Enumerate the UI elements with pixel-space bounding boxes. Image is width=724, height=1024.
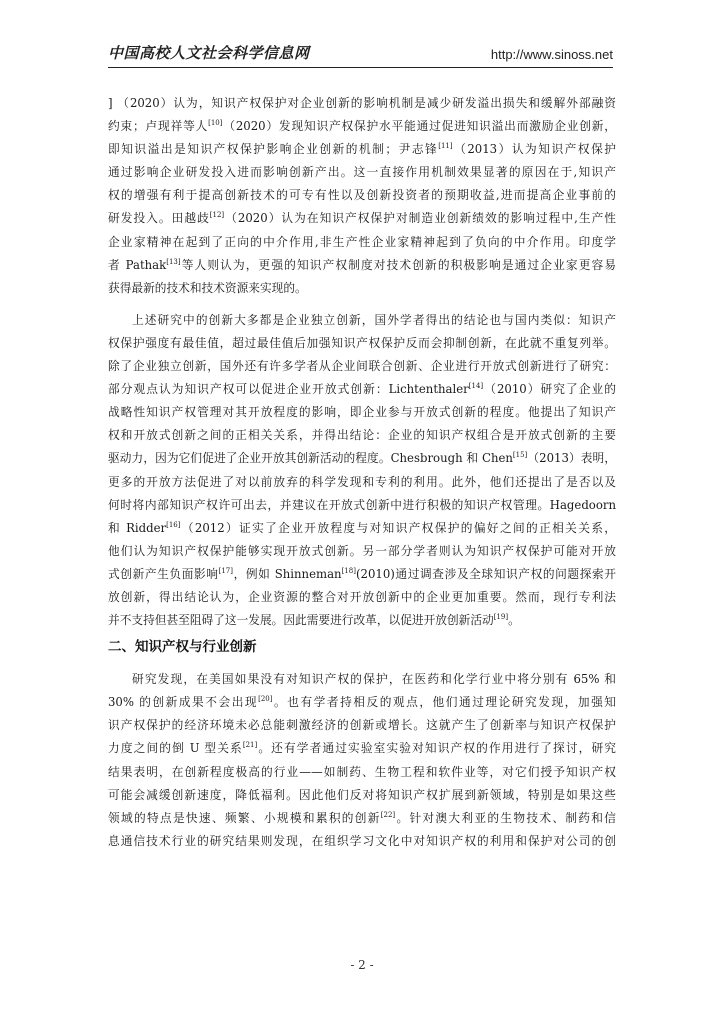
paragraph [108, 668, 616, 853]
text-line: 力度之间的倒 U 型关系[21]。还有学者通过实验室实验对知识产权的作用进行了探讨，研究 [108, 741, 616, 756]
citation-marker: [22] [380, 810, 396, 819]
text-line: 即知识溢出是知识产权保护影响企业创新的机制；尹志锋[11]（2013）认为知识产权保护 [108, 142, 616, 157]
text-line: 研究发现，在美国如果没有对知识产权的保护，在医药和化学行业中将分别有 65% 和 [132, 672, 616, 687]
text-line: 权的增强有利于提高创新技术的可专有性以及创新投资者的预期收益,进而提高企业事前的 [108, 188, 616, 203]
text-line: 式创新产生负面影响[17]，例如 Shinneman[18](2010)通过调查涉及全球知识产权的问题探索开 [108, 566, 616, 581]
text-line: 他们认为知识产权保护能够实现开放式创新。另一部分学者则认为知识产权保护可能对开放 [108, 543, 616, 558]
citation-marker: [13] [166, 257, 181, 266]
text-line: 更多的开放方法促进了对以前放弃的科学发现和专利的利用。此外，他们还提出了是否以及 [108, 474, 616, 489]
header-divider [108, 67, 613, 68]
document-body [108, 92, 616, 853]
citation-marker: [16] [166, 520, 181, 529]
text-line: 何时将内部知识产权许可出去，并建议在开放式创新中进行积极的知识产权管理。Hagedoorn [108, 497, 616, 512]
citation-marker: [15] [512, 451, 528, 460]
citation-marker: [11] [438, 142, 453, 151]
site-url[interactable]: http://www.sinoss.net [490, 47, 613, 62]
paragraph-gap [108, 300, 616, 309]
text-line: 结果表明，在创新程度极高的行业——如制药、生物工程和软件业等，对它们授予知识产权 [108, 764, 616, 779]
citation-marker: [12] [209, 211, 225, 220]
text-line: 息通信技术行业的研究结果则发现，在组织学习文化中对知识产权的利用和保护对公司的创 [108, 833, 616, 848]
citation-marker: [14] [468, 382, 484, 391]
text-line: 战略性知识产权管理对其开放程度的影响，即企业参与开放式创新的程度。他提出了知识产 [108, 405, 616, 420]
text-line: 并不支持但甚至阻碍了这一发展。因此需要进行改革，以促进开放创新活动[19]。 [108, 613, 520, 628]
text-line: 权和开放式创新之间的正相关关系，并得出结论：企业的知识产权组合是开放式创新的主要 [108, 428, 616, 443]
citation-marker: [17] [218, 566, 233, 575]
text-line: 者 Pathak[13]等人则认为，更强的知识产权制度对技术创新的积极影响是通过企业家更容易 [108, 257, 616, 272]
text-line: 获得最新的技术和技术资源来实现的。 [108, 280, 307, 295]
text-line: 研发投入。田越歧[12]（2020）认为在知识产权保护对制造业创新绩效的影响过程中,生产性 [108, 211, 616, 226]
text-line: 放创新，得出结论认为，企业资源的整合对开放创新中的企业更加重要。然而，现行专利法 [108, 589, 616, 604]
paragraph [108, 92, 616, 300]
text-line: 领域的特点是快速、频繁、小规模和累积的创新[22]。针对澳大利亚的生物技术、制药和信 [108, 810, 616, 825]
text-line: 约束；卢现祥等人[10]（2020）发现知识产权保护水平能通过促进知识溢出而激励企业创新， [108, 119, 616, 134]
text-line: 上述研究中的创新大多都是企业独立创新，国外学者得出的结论也与国内类似：知识产 [132, 312, 616, 327]
citation-marker: [10] [208, 119, 223, 128]
page-number: - 2 - [350, 958, 374, 972]
text-line: 识产权保护的经济环境未必总能刺激经济的创新或增长。这就产生了创新率与知识产权保护 [108, 718, 616, 733]
citation-marker: [18] [341, 566, 356, 575]
page-header [108, 40, 613, 66]
site-logo: 中国高校人文社会科学信息网 [108, 44, 310, 62]
citation-marker: [21] [242, 741, 258, 750]
text-line: ] （2020）认为，知识产权保护对企业创新的影响机制是减少研发溢出损失和缓解外部融资 [108, 96, 616, 110]
citation-marker: [19] [493, 613, 509, 622]
text-line: 企业家精神在起到了正向的中介作用,非生产性企业家精神起到了负向的中介作用。印度学 [108, 234, 616, 249]
text-line: 可能会减缓创新速度，降低福利。因此他们反对将知识产权扩展到新领域，特别是如果这些 [108, 787, 616, 802]
text-line: 权保护强度有最佳值，超过最佳值后加强知识产权保护反而会抑制创新，在此就不重复列举。 [108, 335, 616, 350]
text-line: 驱动力，因为它们促进了企业开放其创新活动的程度。Chesbrough 和 Chen[15]（2013）表明， [108, 451, 617, 466]
paragraph [108, 309, 616, 632]
text-line: 通过影响企业研发投入进而影响创新产出。这一直接作用机制效果显著的原因在于,知识产 [108, 165, 616, 180]
text-line: 部分观点认为知识产权可以促进企业开放式创新：Lichtenthaler[14]（2010）研究了企业的 [108, 382, 616, 397]
text-line: 除了企业独立创新，国外还有许多学者从企业间联合创新、企业进行开放式创新进行了研究： [108, 359, 616, 374]
text-line: 和 Ridder[16]（2012）证实了企业开放程度与对知识产权保护的偏好之间的正相关关系， [108, 520, 616, 535]
section-heading: 二、知识产权与行业创新 [108, 639, 257, 656]
text-line: 30% 的创新成果不会出现[20]。也有学者持相反的观点，他们通过理论研究发现，加强知 [108, 695, 616, 710]
citation-marker: [20] [258, 695, 273, 704]
